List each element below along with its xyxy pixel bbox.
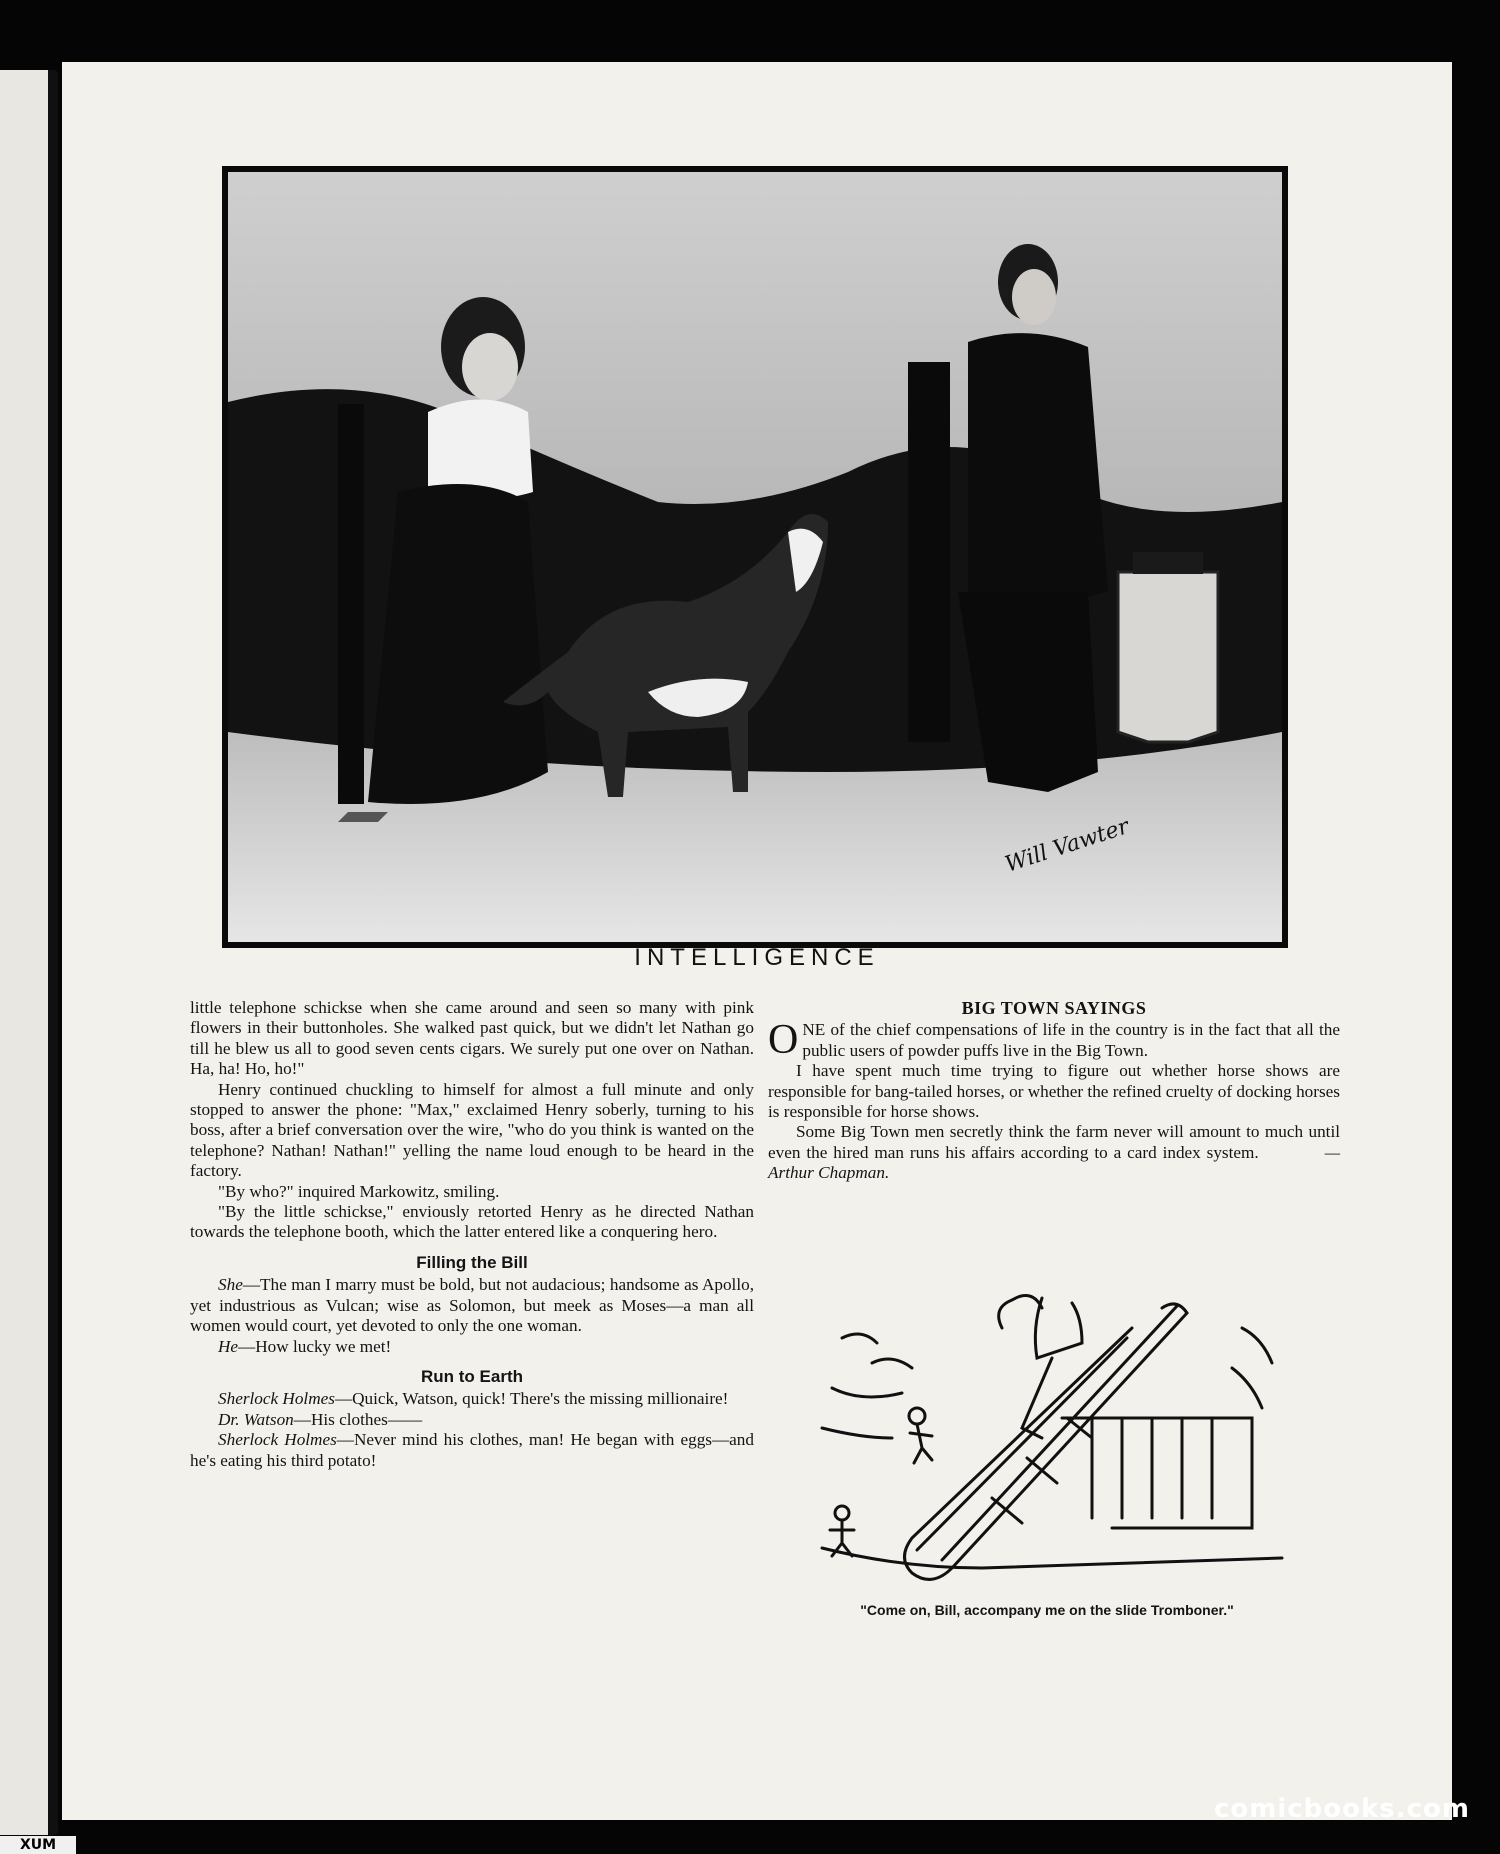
run-line-3-text: —Never mind his clothes, man! He began with eggs—and he's eating his third potato!	[190, 1430, 754, 1470]
illustration-intelligence	[222, 166, 1288, 948]
cartoon-drawing	[782, 1268, 1312, 1596]
drop-cap: O	[768, 1017, 799, 1064]
run-line-2	[190, 1410, 754, 1430]
right-column	[768, 998, 1340, 1184]
he-text: —How lucky we met!	[238, 1336, 392, 1356]
sayings-paragraph-3	[768, 1122, 1340, 1183]
speaker-he: He	[218, 1336, 239, 1356]
illustration-caption: INTELLIGENCE	[634, 944, 880, 971]
speaker-holmes: Sherlock Holmes	[218, 1389, 335, 1409]
corner-tag: XUM	[0, 1836, 76, 1854]
story-paragraph-1: little telephone schickse when she came around and seen so many with pink flowers in their buttonholes. She walked past quick, but we didn't let Nathan go till he blew us all to good seven cents cigars. We surely put one over on Nathan. Ha, ha! Ho, ho!"	[190, 998, 754, 1079]
run-line-1-text: —Quick, Watson, quick! There's the missing millionaire!	[334, 1389, 729, 1409]
sayings-paragraph-1-text: NE of the chief compensations of life in the country is in the fact that all the public users of powder puffs live in the Big Town.	[802, 1020, 1340, 1060]
big-town-sayings-heading: BIG TOWN SAYINGS	[961, 998, 1147, 1018]
author-signature: —Arthur Chapman.	[768, 1142, 1340, 1183]
story-paragraph-2: Henry continued chuckling to himself for almost a full minute and only stopped to answer the phone: "Max," exclaimed Henry soberly, turning to his boss, after a brief conversation over the wire, "who do you think is wanted on the telephone? Nathan! Nathan!" yelling the name loud enough to be heard in the factory.	[190, 1079, 754, 1181]
trombone-cartoon	[782, 1268, 1312, 1596]
filling-he-line	[190, 1337, 754, 1357]
story-paragraph-4: "By the little schickse," enviously retorted Henry as he directed Nathan towards the telephone booth, which the latter entered like a conquering hero.	[190, 1202, 754, 1242]
she-text: —The man I marry must be bold, but not audacious; handsome as Apollo, yet industrious as Vulcan; wise as Solomon, but meek as Moses—a man all women would court, yet devoted to only the one woman.	[190, 1275, 754, 1336]
artist-signature: Will Vawter	[1002, 814, 1133, 878]
filling-she-line	[190, 1275, 754, 1336]
sayings-paragraph-2: I have spent much time trying to figure out whether horse shows are responsible for bang-tailed horses, or whether the refined cruelty of docking horses is responsible for horse shows.	[768, 1061, 1340, 1122]
left-page-edge	[0, 70, 58, 1835]
speaker-holmes-2: Sherlock Holmes	[218, 1430, 337, 1450]
run-to-earth-heading: Run to Earth	[421, 1366, 523, 1386]
run-line-3	[190, 1430, 754, 1471]
cartoon-caption: "Come on, Bill, accompany me on the slide Tromboner."	[860, 1602, 1234, 1618]
site-watermark: comicbooks.com	[1213, 1794, 1470, 1824]
speaker-watson: Dr. Watson	[218, 1409, 294, 1429]
story-paragraph-3: "By who?" inquired Markowitz, smiling.	[218, 1181, 500, 1201]
sayings-paragraph-1	[768, 1017, 1340, 1064]
magazine-page	[62, 62, 1452, 1820]
filling-the-bill-heading: Filling the Bill	[416, 1252, 528, 1272]
illustration-drawing	[228, 172, 1282, 942]
run-line-1	[190, 1389, 754, 1409]
left-column	[190, 998, 754, 1471]
run-line-2-text: —His clothes——	[293, 1409, 423, 1429]
speaker-she: She	[218, 1275, 243, 1295]
sayings-paragraph-3-text: Some Big Town men secretly think the farm never will amount to much until even the hired man runs his affairs according to a card index system.	[768, 1122, 1340, 1162]
